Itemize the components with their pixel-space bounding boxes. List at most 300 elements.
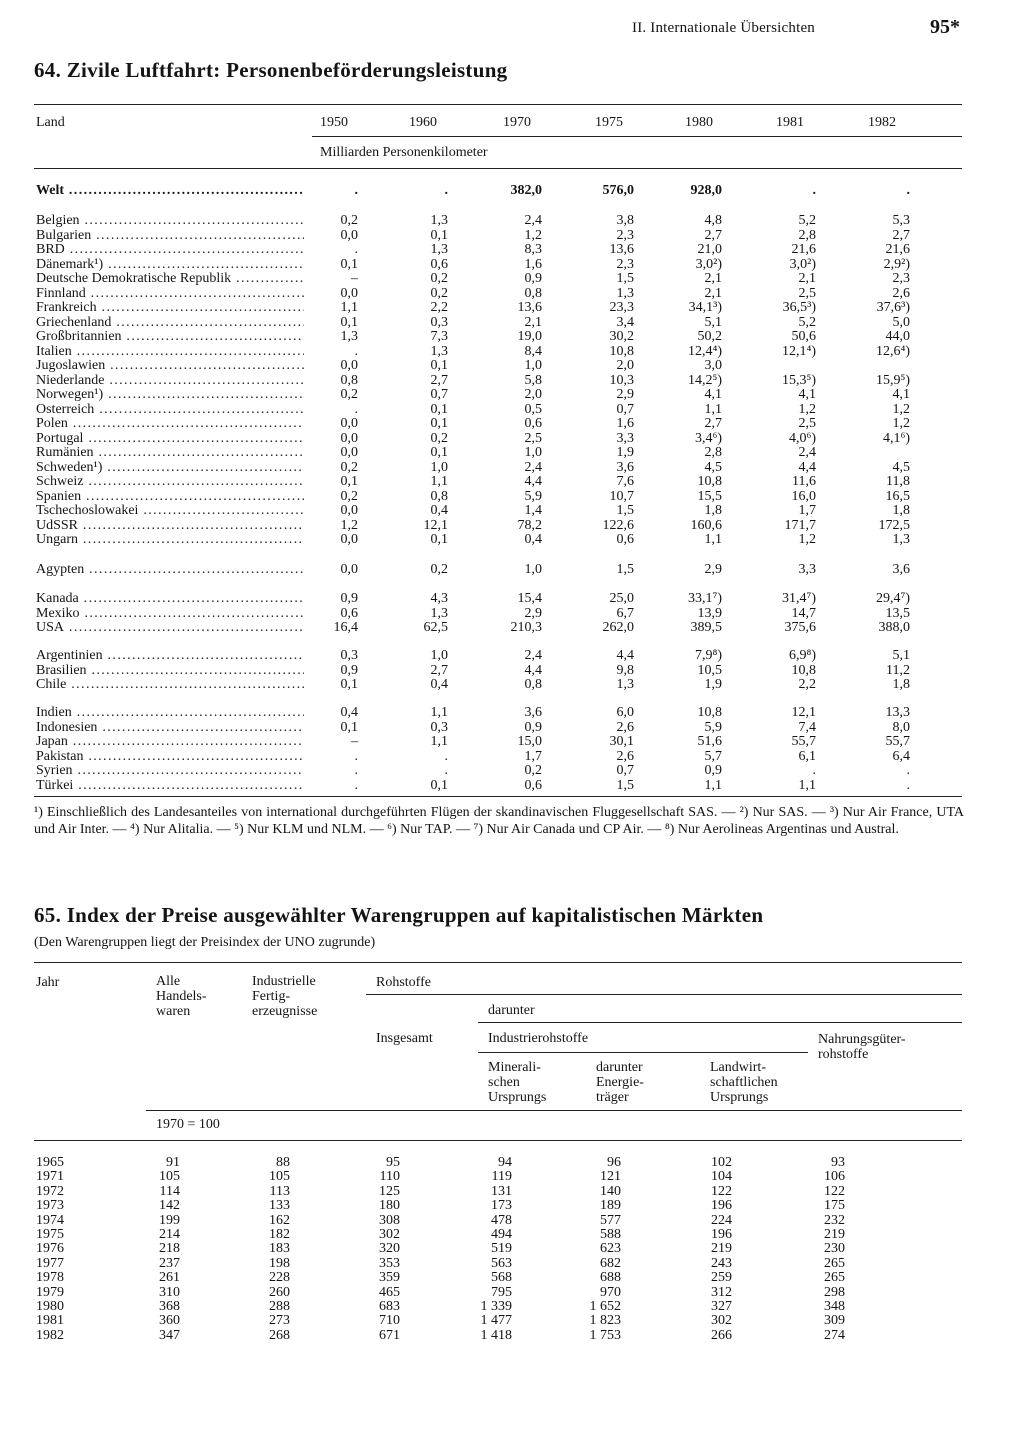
row-label: Norwegen¹) ..... [36,388,304,402]
table-cell: 224 [711,1212,732,1228]
table-cell: 375,6 [784,620,816,635]
row-label: Griechenland ..... [36,316,304,330]
table-cell: 29,4⁷) [875,591,910,606]
table-cell: 121 [600,1169,621,1185]
table-cell: 0,7 [616,763,634,778]
running-head: II. Internationale Übersichten [632,20,816,36]
table-cell: 10,3 [609,372,634,388]
table-cell: 266 [711,1327,732,1343]
table-row [0,345,1024,359]
table-cell: 3,4⁶) [694,430,722,446]
table-row [0,287,1024,301]
table-cell: 2,5 [524,430,542,446]
table-cell: 2,3 [616,227,634,243]
table-cell: 171,7 [784,517,816,533]
table-cell: 0,0 [340,358,358,373]
table-row [0,721,1024,735]
table-cell: 1,2 [340,517,358,533]
table-cell: 1,3 [430,213,448,228]
table-cell: 1,3 [430,605,448,621]
table-cell: 928,0 [690,183,722,198]
table-cell: 265 [824,1255,845,1271]
table-cell: 78,2 [517,517,542,533]
table-cell: 3,6 [892,562,910,577]
table-cell: 232 [824,1212,845,1228]
table-cell: . [354,183,358,198]
table-cell: 2,5 [798,285,816,301]
table-cell: 0,6 [524,777,542,793]
table-cell: 228 [269,1270,290,1286]
table-cell: 0,1 [430,445,448,460]
table-cell: 19,0 [517,329,542,344]
table-cell: 4,5 [704,459,722,475]
table-cell: 347 [159,1327,180,1343]
table-64-year-1981: 1981 [776,115,804,130]
table-cell: 55,7 [791,734,816,749]
row-year: 1971 [36,1169,64,1185]
table-cell: 710 [379,1313,400,1329]
table-cell: 353 [379,1255,400,1271]
table-cell: 0,9 [340,591,358,606]
table-row [0,1214,1024,1228]
table-64-year-1980: 1980 [685,115,713,130]
table-65-darunter-rule [478,1022,962,1023]
table-row [0,475,1024,489]
table-cell: 327 [711,1299,732,1314]
table-cell: 2,4 [798,445,816,460]
table-64-bottom-rule [34,796,962,797]
table-cell: 568 [491,1270,512,1286]
table-row [0,214,1024,228]
table-cell: 30,2 [609,329,634,344]
table-cell: 15,9⁵) [875,372,910,388]
table-cell: 0,9 [340,662,358,678]
table-cell: 0,3 [340,648,358,663]
row-label: Schweiz ..... [36,475,304,489]
row-label: Japan ..... [36,735,304,749]
table-cell: 4,1 [704,387,722,402]
row-label: Brasilien ..... [36,664,304,678]
table-cell: 1,5 [616,562,634,577]
row-year: 1978 [36,1270,64,1286]
table-cell: 2,8 [798,227,816,243]
table-cell: 219 [711,1241,732,1257]
table-cell: 131 [491,1183,512,1199]
table-cell: 15,3⁵) [781,372,816,388]
table-cell: 230 [824,1241,845,1257]
table-cell: 368 [159,1299,180,1314]
row-label: Niederlande ..... [36,374,304,388]
row-label: Mexiko ..... [36,607,304,621]
row-label: Argentinien ..... [36,649,304,663]
table-row [0,1170,1024,1184]
table-cell: 96 [607,1155,621,1170]
table-cell: 1,2 [892,416,910,431]
table-cell: . [354,401,358,417]
table-cell: 198 [269,1255,290,1271]
table-cell: 1,3 [340,329,358,344]
table-cell: 51,6 [697,734,722,749]
table-row [0,330,1024,344]
table-cell: 10,7 [609,488,634,504]
row-label: Spanien ..... [36,490,304,504]
table-cell: 62,5 [423,620,448,635]
table-cell: 288 [269,1299,290,1314]
table-row [0,563,1024,577]
table-cell: 1,6 [616,416,634,431]
table-cell: 3,4 [616,314,634,330]
table-cell: 173 [491,1198,512,1214]
table-cell: 3,6 [524,705,542,720]
table-cell: 0,6 [616,532,634,547]
table-row [0,621,1024,635]
table-65-rohstoffe-rule [366,994,962,995]
table-cell: 7,6 [616,474,634,489]
table-cell: 1,4 [524,503,542,518]
table-cell: 1,3 [892,532,910,547]
table-65-mineral-header: Minerali- schen Ursprungs [488,1060,547,1105]
table-cell: 2,4 [524,459,542,475]
table-cell: 110 [379,1169,400,1185]
table-cell: 105 [269,1169,290,1185]
row-year: 1977 [36,1255,64,1271]
table-cell: 382,0 [510,183,542,198]
table-cell: 2,9 [616,387,634,402]
table-cell: 1,0 [430,648,448,663]
table-cell: 12,1 [791,705,816,720]
table-cell: 0,1 [430,401,448,417]
table-65-basis: 1970 = 100 [156,1117,220,1132]
table-cell: 348 [824,1299,845,1314]
table-cell: 265 [824,1270,845,1286]
table-cell: 5,9 [704,719,722,735]
table-cell: 4,1 [798,387,816,402]
table-cell: 4,0⁶) [788,430,816,446]
table-cell: 6,4 [892,748,910,764]
table-cell: 1,1 [798,777,816,793]
table-row [0,229,1024,243]
table-cell: 2,7 [430,372,448,388]
table-cell: 0,4 [430,677,448,692]
table-cell: 320 [379,1241,400,1257]
table-cell: 12,6⁴) [875,343,910,359]
table-cell: 274 [824,1327,845,1343]
row-label: Ungarn ..... [36,533,304,547]
table-cell: 1 652 [589,1299,621,1314]
table-row [0,388,1024,402]
table-cell: 1,3 [430,343,448,359]
table-cell: 44,0 [885,329,910,344]
table-cell: 125 [379,1183,400,1199]
row-label: Kanada ..... [36,592,304,606]
table-cell: 0,8 [524,285,542,301]
table-cell: 671 [379,1327,400,1343]
table-cell: 1,1 [430,474,448,489]
table-cell: 0,0 [340,562,358,577]
table-cell: 10,5 [697,662,722,678]
table-cell: 1,7 [798,503,816,518]
table-row [0,490,1024,504]
table-cell: 15,0 [517,734,542,749]
table-cell: 0,1 [430,416,448,431]
table-cell: 104 [711,1169,732,1185]
table-cell: 4,1 [892,387,910,402]
table-cell: 199 [159,1212,180,1228]
table-cell: 1,0 [524,358,542,373]
table-cell: 465 [379,1284,400,1300]
table-cell: 0,0 [340,532,358,547]
row-label: Rumänien ..... [36,446,304,460]
table-row [0,1228,1024,1242]
table-row [0,1199,1024,1213]
row-label: Jugoslawien ..... [36,359,304,373]
table-64-year-1975: 1975 [595,115,623,130]
row-label: Polen ..... [36,417,304,431]
table-64-top-rule [34,104,962,105]
table-65-header-bottom-rule [34,1140,962,1141]
table-cell: 13,6 [609,242,634,257]
table-cell: 478 [491,1212,512,1228]
table-cell: 6,9⁸) [788,648,816,663]
table-row [0,403,1024,417]
table-64-header-bottom-rule [34,168,962,169]
table-65-jahr-header: Jahr [36,975,60,990]
table-cell: 2,9 [704,562,722,577]
table-row [0,1314,1024,1328]
table-cell: 298 [824,1284,845,1300]
table-cell: 0,4 [430,503,448,518]
table-cell: 268 [269,1327,290,1343]
table-cell: 133 [269,1198,290,1214]
table-cell: 3,3 [616,430,634,446]
table-cell: 4,4 [524,662,542,678]
table-cell: 688 [600,1270,621,1286]
table-cell: 160,6 [690,517,722,533]
table-cell: 0,7 [616,401,634,417]
table-row [0,184,1024,198]
table-cell: 0,1 [340,256,358,272]
table-cell: 0,8 [524,677,542,692]
table-cell: 0,2 [430,285,448,301]
table-cell: . [812,183,816,198]
table-cell: 1,1 [430,734,448,749]
table-cell: 50,2 [697,329,722,344]
table-cell: 4,3 [430,591,448,606]
row-year: 1980 [36,1299,64,1314]
table-row [0,1242,1024,1256]
row-year: 1965 [36,1155,64,1170]
row-label: Finnland ..... [36,287,304,301]
table-cell: 5,2 [798,213,816,228]
row-label: Schweden¹) ..... [36,461,304,475]
table-cell: 9,8 [616,662,634,678]
table-65-rohstoffe-header: Rohstoffe [376,975,431,990]
table-cell: 16,5 [885,488,910,504]
table-cell: 2,4 [524,648,542,663]
table-cell: 4,8 [704,213,722,228]
table-row [0,664,1024,678]
table-cell: 13,5 [885,605,910,621]
table-cell: 2,6 [616,748,634,764]
table-65-top-rule [34,962,962,963]
table-cell: 33,1⁷) [687,591,722,606]
table-cell: 13,6 [517,300,542,315]
table-cell: 50,6 [791,329,816,344]
table-65-subtitle: (Den Warengruppen liegt der Preisindex der UNO zugrunde) [34,935,376,950]
table-cell: 519 [491,1241,512,1257]
table-cell: 15,4 [517,591,542,606]
row-label: Deutsche Demokratische Republik ..... [36,272,304,286]
table-cell: 1,0 [524,562,542,577]
table-cell: 388,0 [878,620,910,635]
table-cell: 0,0 [340,227,358,243]
row-label: UdSSR ..... [36,519,304,533]
row-year: 1975 [36,1227,64,1242]
table-cell: 2,2 [798,677,816,692]
table-cell: 6,7 [616,605,634,621]
table-cell: 0,6 [430,256,448,272]
table-row [0,607,1024,621]
table-65-insgesamt-header: Insgesamt [376,1031,433,1046]
row-label: Österreich ..... [36,403,304,417]
row-label: Welt ..... [36,184,304,198]
table-cell: 2,6 [892,285,910,301]
table-row [0,1300,1024,1314]
table-row [0,417,1024,431]
table-cell: 11,6 [792,474,816,489]
table-row [0,1286,1024,1300]
table-cell: 273 [269,1313,290,1329]
table-64-land-header: Land [36,115,65,130]
table-cell: 970 [600,1284,621,1300]
table-cell: 1,3 [430,242,448,257]
table-cell: 2,5 [798,416,816,431]
table-cell: 122 [711,1183,732,1199]
table-cell: 8,4 [524,343,542,359]
table-row [0,243,1024,257]
table-cell: 162 [269,1212,290,1228]
table-64-unit: Milliarden Personenkilometer [320,145,488,160]
row-year: 1979 [36,1284,64,1300]
table-cell: 389,5 [690,620,722,635]
table-cell: 0,1 [430,532,448,547]
table-cell: 5,1 [892,648,910,663]
table-cell: 2,2 [430,300,448,315]
row-label: Portugal ..... [36,432,304,446]
table-64-year-1950: 1950 [320,115,348,130]
table-cell: 91 [166,1155,180,1170]
table-cell: 210,3 [510,620,542,635]
table-cell: 8,3 [524,242,542,257]
table-cell: 10,8 [609,343,634,359]
table-cell: 1,2 [798,401,816,417]
table-cell: 577 [600,1212,621,1228]
table-cell: 1,1 [430,705,448,720]
row-label: USA ..... [36,621,304,635]
table-cell: 0,1 [340,314,358,330]
table-row [0,1271,1024,1285]
table-cell: . [812,763,816,778]
table-row [0,519,1024,533]
row-year: 1974 [36,1212,64,1228]
table-cell: 21,0 [697,242,722,257]
table-cell: 34,1³) [688,300,722,315]
table-cell: . [354,777,358,793]
table-65-industrielle-header: Industrielle Fertig- erzeugnisse [252,974,318,1019]
table-cell: 2,1 [798,271,816,286]
row-label: Frankreich ..... [36,301,304,315]
table-row [0,1329,1024,1343]
table-cell: 1,8 [704,503,722,518]
table-65-title: 65. Index der Preise ausgewählter Warengruppen auf kapitalistischen Märkten [34,903,764,927]
table-row [0,592,1024,606]
table-cell: 5,2 [798,314,816,330]
row-year: 1982 [36,1327,64,1343]
table-cell: 7,3 [430,329,448,344]
table-row [0,258,1024,272]
table-cell: 0,0 [340,445,358,460]
row-label: Italien ..... [36,345,304,359]
table-cell: 1 418 [480,1327,512,1343]
table-64-year-1970: 1970 [503,115,531,130]
table-cell: 0,6 [524,416,542,431]
table-cell: 175 [824,1198,845,1214]
table-cell: 94 [498,1155,512,1170]
table-cell: 309 [824,1313,845,1329]
table-cell: 2,3 [892,271,910,286]
table-cell: 5,0 [892,314,910,330]
table-cell: 119 [491,1169,512,1185]
table-cell: 15,5 [697,488,722,504]
table-cell: 1,9 [704,677,722,692]
table-row [0,678,1024,692]
table-cell: 2,7 [704,227,722,243]
table-cell: 1,3 [616,285,634,301]
table-cell: 88 [276,1155,290,1170]
table-cell: 0,6 [340,605,358,621]
table-cell: 1,8 [892,677,910,692]
table-cell: 6,1 [798,748,816,764]
table-cell: 2,0 [616,358,634,373]
table-cell: 308 [379,1212,400,1228]
table-cell: 0,2 [430,562,448,577]
row-label: BRD ..... [36,243,304,257]
table-cell: 1,5 [616,271,634,286]
table-cell: 122,6 [602,517,634,533]
table-cell: 4,4 [798,459,816,475]
table-cell: 2,7 [704,416,722,431]
table-cell: 0,1 [430,358,448,373]
table-cell: 1,5 [616,777,634,793]
table-cell: 0,0 [340,430,358,446]
table-cell: 16,0 [791,488,816,504]
table-cell: . [444,748,448,764]
table-cell: – [351,734,358,749]
table-cell: 105 [159,1169,180,1185]
table-cell: 0,9 [704,763,722,778]
table-64-year-1960: 1960 [409,115,437,130]
table-cell: 1 823 [589,1313,621,1329]
table-cell: 0,9 [524,719,542,735]
table-row [0,1185,1024,1199]
table-64-year-1982: 1982 [868,115,896,130]
table-cell: 5,8 [524,372,542,388]
table-cell: 4,4 [524,474,542,489]
table-cell: 180 [379,1198,400,1214]
table-cell: . [444,763,448,778]
table-cell: 2,8 [704,445,722,460]
table-cell: 0,0 [340,416,358,431]
